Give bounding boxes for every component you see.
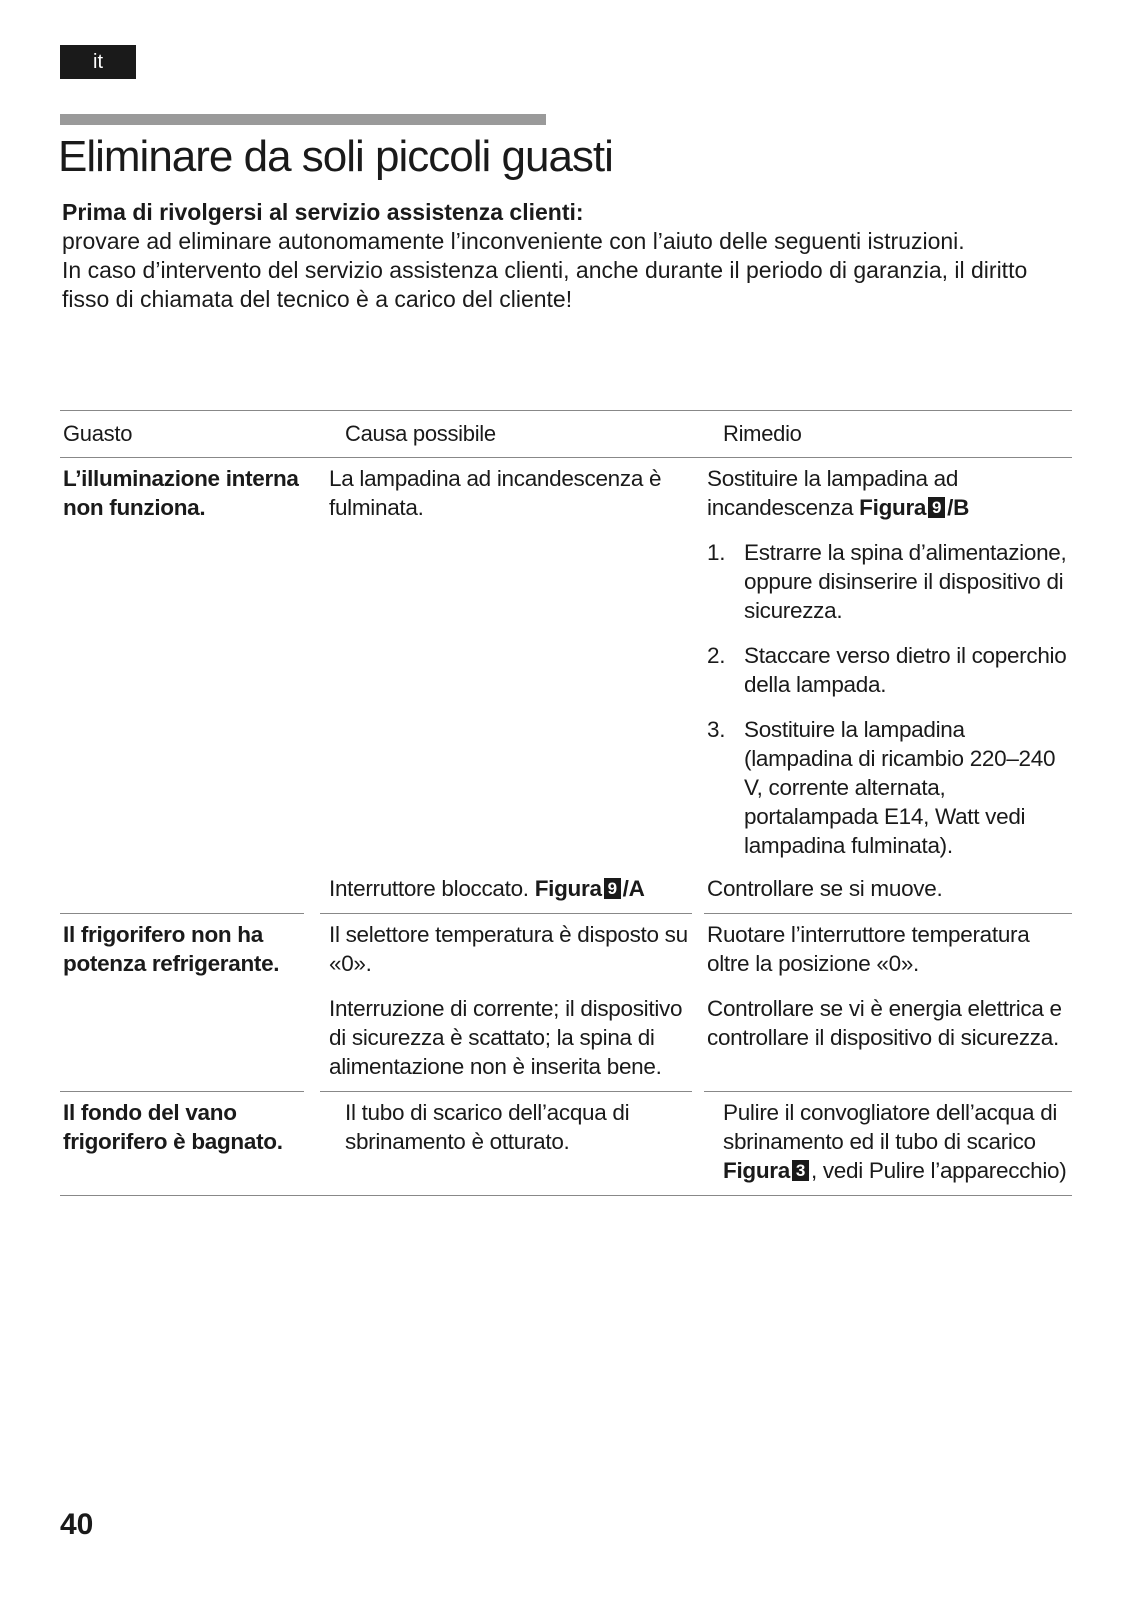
remedy-text: [723, 1098, 1072, 1185]
header-remedy: Rimedio: [723, 421, 802, 446]
remedy-text: Controllare se si muove.: [707, 876, 943, 901]
remedy-cell: [692, 914, 1072, 988]
cause-text: La lampadina ad incandescenza è fulminata.: [329, 466, 662, 520]
intro-paragraph-1: provare ad eliminare autonomamente l’inconveniente con l’aiuto delle seguenti istruzioni.: [62, 228, 965, 254]
figure-suffix: , vedi Pulire l’apparecchio): [810, 1158, 1067, 1183]
page-number: 40: [60, 1508, 94, 1541]
cause-text: Il selettore temperatura è disposto su «0».: [329, 922, 688, 976]
table-row: [60, 458, 1072, 914]
figure-label: Figura: [534, 876, 602, 901]
cause-text: Il tubo di scarico dell’acqua di sbrinamento è otturato.: [345, 1100, 630, 1154]
remedy-text: Ruotare l’interruttore temperatura oltre la posizione «0».: [707, 922, 1030, 976]
cause-cell: [320, 458, 692, 870]
list-item: [707, 641, 1072, 699]
cause-label: Interruttore bloccato.: [329, 876, 529, 901]
remedy-steps: [707, 538, 1072, 860]
figure-number-badge: 9: [928, 497, 945, 518]
figure-number-badge: 3: [792, 1160, 809, 1181]
intro-section: [62, 198, 1072, 314]
intro-paragraph-2: In caso d’intervento del servizio assistenza clienti, anche durante il periodo di garanzia, il diritto fisso di chiamata del tecnico è a carico del cliente!: [62, 257, 1028, 312]
fault-cell: [60, 914, 304, 1092]
step-text: Staccare verso dietro il coperchio della lampada.: [744, 643, 1067, 697]
step-number: 1.: [707, 540, 726, 565]
remedy-text: Controllare se vi è energia elettrica e controllare il dispositivo di sicurezza.: [707, 996, 1062, 1050]
troubleshooting-table: [60, 410, 1072, 1196]
header-cause: Causa possibile: [345, 421, 496, 446]
step-number: 2.: [707, 643, 726, 668]
cause-cell: [320, 870, 692, 914]
remedy-label: Pulire il convogliatore dell’acqua di sbrinamento ed il tubo di scarico: [723, 1100, 1058, 1154]
fault-text: L’illuminazione interna non funziona.: [63, 466, 299, 520]
language-tag: it: [60, 45, 136, 79]
cause-cell: [320, 914, 692, 988]
list-item: [707, 715, 1072, 860]
remedy-text: [707, 464, 1072, 522]
figure-suffix: /A: [622, 876, 645, 901]
figure-number-badge: 9: [604, 878, 621, 899]
table-header: [60, 410, 1072, 458]
fault-cell: [60, 458, 304, 914]
fault-text: Il fondo del vano frigorifero è bagnato.: [63, 1100, 283, 1154]
intro-lead: Prima di rivolgersi al servizio assistenza clienti:: [62, 199, 584, 225]
step-text: Sostituire la lampadina (lampadina di ricambio 220–240 V, corrente alternata, portalampada E14, Watt vedi lampadina fulminata).: [744, 717, 1056, 858]
fault-text: Il frigorifero non ha potenza refrigerante.: [63, 922, 280, 976]
fault-cell: [60, 1092, 336, 1195]
figure-label: Figura: [859, 495, 927, 520]
page-title: Eliminare da soli piccoli guasti: [58, 132, 613, 181]
table-row: [60, 1092, 1072, 1196]
step-number: 3.: [707, 717, 726, 742]
table-row: [60, 914, 1072, 1092]
figure-suffix: /B: [947, 495, 970, 520]
cause-text: Interruzione di corrente; il dispositivo di sicurezza è scattato; la spina di alimentazione non è inserita bene.: [329, 996, 683, 1079]
remedy-cell: [692, 458, 1072, 870]
remedy-label: Sostituire la lampadina ad incandescenza: [707, 466, 959, 520]
remedy-cell: [704, 870, 1072, 914]
title-rule: [60, 114, 546, 125]
cause-cell: [320, 988, 692, 1092]
remedy-cell: [704, 988, 1072, 1092]
cause-text: [329, 874, 692, 903]
list-item: [707, 538, 1072, 625]
figure-label: Figura: [723, 1158, 790, 1183]
step-text: Estrarre la spina d’alimentazione, oppure disinserire il dispositivo di sicurezza.: [744, 540, 1067, 623]
cause-cell: [336, 1092, 708, 1195]
remedy-cell: [708, 1092, 1072, 1195]
header-fault: Guasto: [63, 421, 133, 446]
